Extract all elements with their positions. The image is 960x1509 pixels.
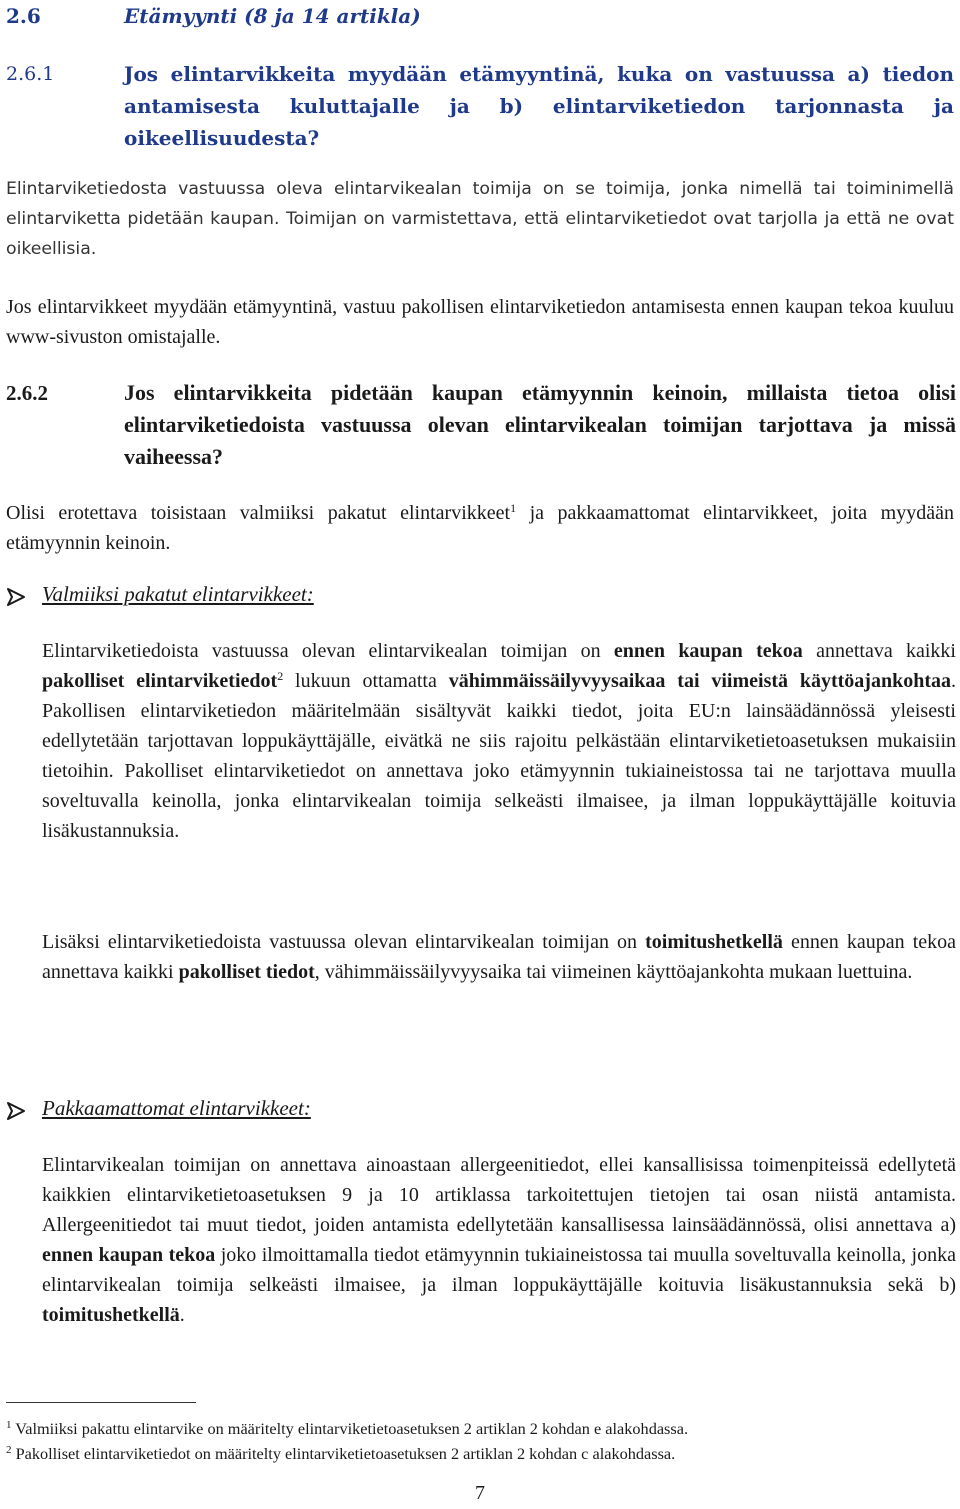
text-run: Elintarviketiedoista vastuussa olevan elintarvikealan toimijan on [42, 640, 614, 662]
paragraph-responsibility-part-b: Toimijan on varmistettava, että elintarviketiedot ovat tarjolla ja että ne ovat oikeellisia. [6, 209, 955, 259]
paragraph-responsibility-part-a: Elintarviketiedosta vastuussa oleva elintarvikealan toimija on se toimija, jonka nimellä tai toiminimellä elintarviketta pidetään kaupan. [6, 179, 954, 229]
paragraph-distinction [6, 498, 954, 558]
emphasis-mandatory-info: pakolliset elintarviketiedot [42, 670, 278, 692]
text-run: lukuun ottamatta [283, 670, 449, 692]
footnote-text-2: Pakolliset elintarviketiedot on määritelty elintarviketietoasetuksen 2 artiklan 2 kohdan c alakohdassa. [11, 1444, 676, 1463]
paragraph-distinction-part-b: ja pakkaamattomat elintarvikkeet, joita myydään etämyynnin keinoin. [6, 502, 954, 554]
paragraph-prepacked-delivery [42, 927, 956, 987]
text-run: . Pakollisen elintarviketiedon määritelmään sisältyvät kaikki tiedot, joita EU:n lainsäädännössä yleisesti edellytetään tarjottavan loppukäyttäjälle, eivätkä ne siis rajoitu pelkästään elintarviketietoasetuksen mukaisiin tietoihin. Pakolliset elintarviketiedot on annettava joko etämyynnin tukiaineistossa tai ne tarjottava muulla soveltuvalla keinolla, jonka elintarvikealan toimija selkeästi ilmaisee, ja ilman loppukäyttäjälle koituvia lisäkustannuksia. [42, 670, 956, 842]
text-run: , vähimmäissäilyvyysaika tai viimeinen käyttöajankohta mukaan luettuina. [314, 961, 913, 983]
paragraph-distinction-part-a: Olisi erotettava toisistaan valmiiksi pakatut elintarvikkeet [6, 502, 511, 524]
bullet-label-non-prepacked: Pakkaamattomat elintarvikkeet: [42, 1096, 311, 1120]
text-run: Lisäksi elintarviketiedoista vastuussa olevan elintarvikealan toimijan on [42, 931, 646, 953]
paragraph-prepacked-info [42, 636, 956, 846]
footnote-2 [6, 1444, 675, 1464]
emphasis-delivery-time: toimitushetkellä [42, 1304, 180, 1326]
paragraph-non-prepacked-info [42, 1150, 956, 1330]
paragraph-responsibility [6, 174, 954, 264]
question-1-title: Jos elintarvikkeita myydään etämyyntinä, kuka on vastuussa a) tiedon antamisesta kuluttajalle ja b) elintarviketiedon tarjonnasta ja oikeellisuudesta? [124, 62, 954, 150]
text-run: Elintarvikealan toimijan on annettava ainoastaan allergeenitiedot, ellei kansallisissa toimenpiteissä edellytetä kaikkien elintarviketietoasetuksen 9 ja 10 artiklassa tarkoitettujen tietojen tai osan niistä antamista. Allergeenitiedot tai muut tiedot, joiden antamista edellytetään kansallisessa lainsäädännössä, olisi annettava a) [42, 1154, 956, 1236]
section-title: Etämyynti (8 ja 14 artikla) [124, 4, 421, 28]
page-number: 7 [475, 1482, 485, 1504]
footnote-separator [6, 1402, 196, 1403]
footnote-mark-1: 1 [6, 1419, 12, 1431]
emphasis-mandatory-particulars: pakolliset tiedot [178, 961, 315, 983]
text-run: joko ilmoittamalla tiedot etämyynnin tukiaineistossa tai muulla soveltuvalla keinolla, jonka elintarvikealan toimija selkeästi ilmaisee, ja ilman loppukäyttäjälle koituvia lisäkustannuksia sekä b) [42, 1244, 956, 1296]
arrowhead-bullet-icon [6, 1101, 26, 1121]
paragraph-website-owner: Jos elintarvikkeet myydään etämyyntinä, vastuu pakollisen elintarviketiedon antamisesta ennen kaupan tekoa kuuluu www-sivuston omistajalle. [6, 296, 954, 348]
footnote-1 [6, 1419, 688, 1439]
footnote-text-1: Valmiiksi pakattu elintarvike on määritelty elintarviketietoasetuksen 2 artiklan 2 kohdan e alakohdassa. [11, 1419, 689, 1438]
section-number: 2.6 [6, 4, 41, 28]
question-2-title: Jos elintarvikkeita pidetään kaupan etämyynnin keinoin, millaista tietoa olisi elintarviketiedoista vastuussa olevan elintarvikealan toimijan tarjottava ja missä vaiheessa? [124, 380, 956, 469]
emphasis-before-sale: ennen kaupan tekoa [613, 640, 803, 662]
emphasis-delivery-time: toimitushetkellä [645, 931, 783, 953]
emphasis-before-sale: ennen kaupan tekoa [42, 1244, 216, 1266]
footnote-ref-1[interactable]: 1 [510, 501, 517, 515]
footnote-ref-2[interactable]: 2 [277, 669, 284, 683]
footnote-mark-2: 2 [6, 1444, 12, 1456]
text-run: ennen kaupan tekoa annettava kaikki [42, 931, 957, 983]
text-run: annettava kaikki [802, 640, 956, 662]
bullet-label-prepacked: Valmiiksi pakatut elintarvikkeet: [42, 582, 314, 606]
text-run: . [179, 1304, 185, 1326]
question-1-number: 2.6.1 [6, 63, 55, 85]
arrowhead-bullet-icon [6, 587, 26, 607]
question-2-number: 2.6.2 [6, 381, 48, 405]
emphasis-best-before: vähimmäissäilyvyysaikaa tai viimeistä käyttöajankohtaa [448, 670, 951, 692]
